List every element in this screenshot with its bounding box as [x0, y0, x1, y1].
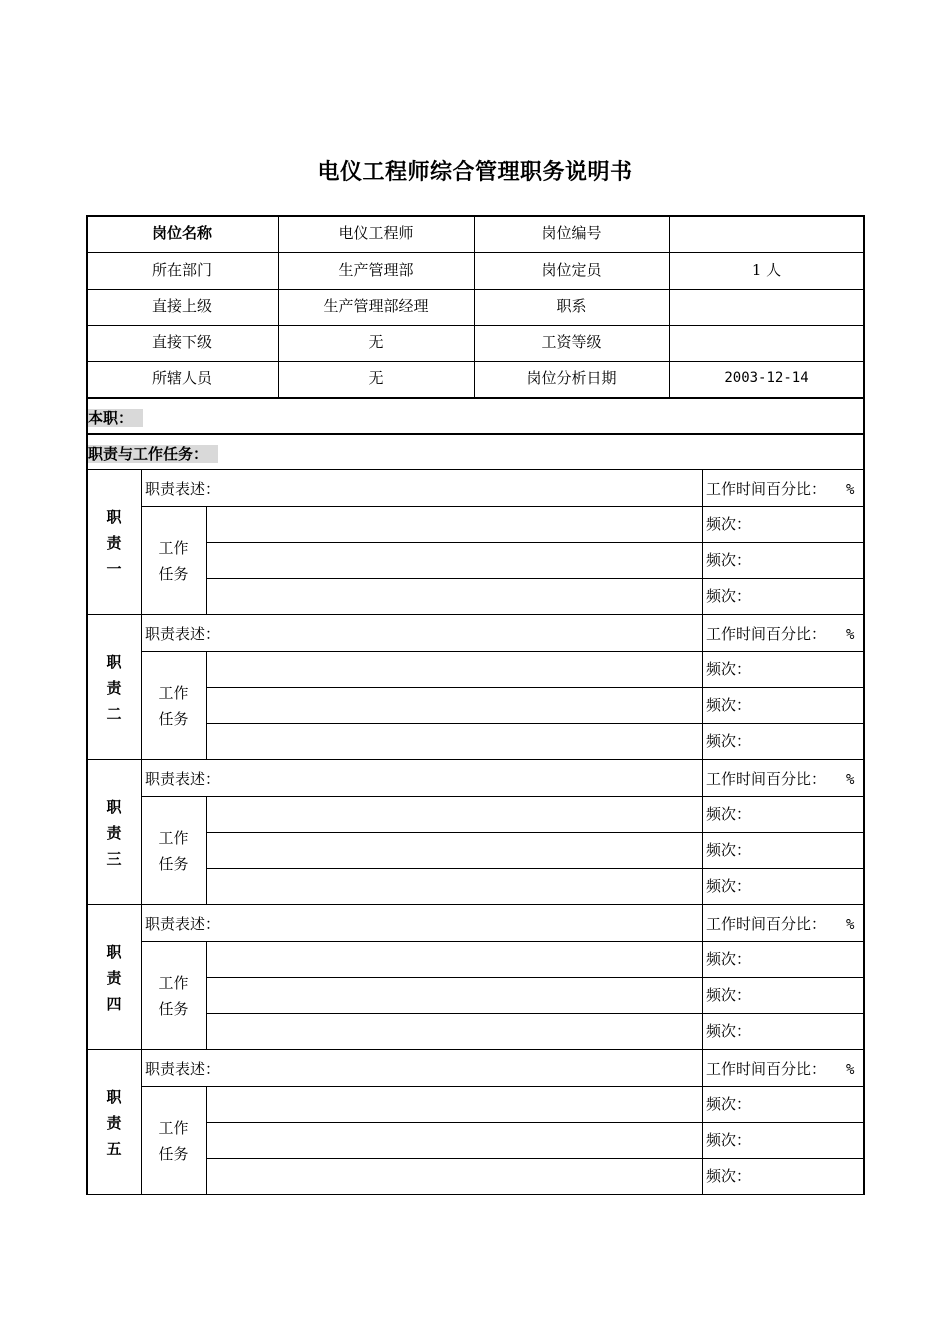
duty-block-bottom [86, 904, 864, 905]
work-task-label: 任务 [158, 565, 189, 583]
time-percent-label: 工作时间百分比： [706, 915, 827, 933]
info-value-cell: 无 [368, 333, 384, 351]
work-task-label: 工作 [158, 1119, 189, 1137]
info-table-bottom-border [86, 397, 864, 399]
section-divider [86, 469, 864, 470]
duty-label-char: 职 [106, 508, 122, 526]
frequency-label: 频次： [706, 696, 752, 714]
info-label-cell: 岗位定员 [541, 261, 602, 279]
task-row-divider [206, 542, 864, 543]
duty-block-label [99, 649, 129, 727]
duty-label-char: 责 [106, 1114, 122, 1132]
work-task-label: 工作 [158, 974, 189, 992]
work-task-label: 工作 [158, 829, 189, 847]
time-percent-label: 工作时间百分比： [706, 770, 827, 788]
duty-description-label: 职责表述： [145, 915, 221, 933]
info-row-divider [86, 289, 864, 290]
info-label-cell: 岗位分析日期 [526, 369, 617, 387]
duty-label-char: 四 [106, 995, 122, 1013]
duty-row-divider [141, 651, 864, 652]
task-label-divider [206, 796, 207, 904]
duty-label-char: 职 [106, 1088, 122, 1106]
info-value-cell: 生产管理部 [338, 261, 414, 279]
task-label-divider [206, 941, 207, 1049]
duty-label-char: 责 [106, 969, 122, 987]
task-row-divider [206, 868, 864, 869]
info-value-cell: 生产管理部经理 [323, 297, 429, 315]
info-label-cell: 所在部门 [151, 261, 212, 279]
duty-row-divider [141, 506, 864, 507]
duty-row-divider [141, 941, 864, 942]
duty-block-label [99, 1084, 129, 1162]
task-row-divider [206, 723, 864, 724]
percent-sign: % [846, 482, 855, 498]
info-label-cell: 岗位名称 [151, 224, 212, 242]
duty-description-label: 职责表述： [145, 770, 221, 788]
work-task-label: 工作 [158, 684, 189, 702]
frequency-label: 频次： [706, 732, 752, 750]
frequency-label: 频次： [706, 515, 752, 533]
table-right-border [863, 215, 865, 1195]
duty-block-bottom [86, 1049, 864, 1050]
duty-section-label: 本职： [88, 409, 143, 427]
work-task-label: 任务 [158, 1000, 189, 1018]
frequency-label: 频次： [706, 1167, 752, 1185]
duty-block-label [99, 939, 129, 1017]
frequency-label: 频次： [706, 1095, 752, 1113]
frequency-label: 频次： [706, 587, 752, 605]
info-row-divider [86, 252, 864, 253]
section-divider [86, 433, 864, 435]
duty-block-bottom [86, 759, 864, 760]
percent-sign: % [846, 772, 855, 788]
duty-label-char: 五 [106, 1140, 122, 1158]
task-row-divider [206, 578, 864, 579]
frequency-column-divider [702, 904, 703, 1049]
task-row-divider [206, 1158, 864, 1159]
task-label-divider [206, 506, 207, 614]
task-row-divider [206, 1122, 864, 1123]
duty-label-char: 责 [106, 534, 122, 552]
duty-label-char: 职 [106, 653, 122, 671]
duty-row-divider [141, 796, 864, 797]
frequency-label: 频次： [706, 660, 752, 678]
frequency-column-divider [702, 1049, 703, 1194]
info-label-cell: 直接上级 [151, 297, 212, 315]
task-label-divider [206, 1086, 207, 1194]
info-label-cell: 所辖人员 [151, 369, 212, 387]
duty-label-char: 职 [106, 798, 122, 816]
task-row-divider [206, 832, 864, 833]
duty-block-label [99, 504, 129, 582]
frequency-label: 频次： [706, 1022, 752, 1040]
frequency-column-divider [702, 469, 703, 614]
table-left-border [86, 215, 88, 1195]
duty-description-label: 职责表述： [145, 480, 221, 498]
duty-label-char: 责 [106, 824, 122, 842]
frequency-label: 频次： [706, 841, 752, 859]
info-row-divider [86, 361, 864, 362]
task-row-divider [206, 1013, 864, 1014]
frequency-label: 频次： [706, 986, 752, 1004]
duty-label-char: 一 [106, 560, 122, 578]
info-label-cell: 工资等级 [541, 333, 602, 351]
duty-row-divider [141, 1086, 864, 1087]
frequency-label: 频次： [706, 950, 752, 968]
duty-label-char: 三 [106, 850, 122, 868]
duty-block-label [99, 794, 129, 872]
frequency-label: 频次： [706, 805, 752, 823]
info-value-cell: 电仪工程师 [338, 224, 414, 242]
time-percent-label: 工作时间百分比： [706, 480, 827, 498]
percent-sign: % [846, 917, 855, 933]
duty-block-bottom [86, 614, 864, 615]
task-label-divider [206, 651, 207, 759]
info-label-cell: 直接下级 [151, 333, 212, 351]
frequency-column-divider [702, 759, 703, 904]
info-value-cell: 无 [368, 369, 384, 387]
info-label-cell: 职系 [556, 297, 587, 315]
duty-label-char: 二 [106, 705, 122, 723]
work-task-label: 任务 [158, 1145, 189, 1163]
info-value-cell: 1 人 [751, 261, 782, 279]
frequency-label: 频次： [706, 877, 752, 895]
time-percent-label: 工作时间百分比： [706, 625, 827, 643]
document-title: 电仪工程师综合管理职务说明书 [317, 160, 633, 185]
task-row-divider [206, 977, 864, 978]
task-row-divider [206, 687, 864, 688]
percent-sign: % [846, 627, 855, 643]
tasks-section-label: 职责与工作任务： [88, 445, 218, 463]
duty-description-label: 职责表述： [145, 1060, 221, 1078]
info-value-cell: 2003-12-14 [724, 370, 809, 386]
table-top-border [86, 215, 864, 217]
info-label-cell: 岗位编号 [541, 224, 602, 242]
time-percent-label: 工作时间百分比： [706, 1060, 827, 1078]
duty-description-label: 职责表述： [145, 625, 221, 643]
work-task-label: 任务 [158, 710, 189, 728]
percent-sign: % [846, 1062, 855, 1078]
duty-label-char: 职 [106, 943, 122, 961]
frequency-label: 频次： [706, 551, 752, 569]
duty-block-bottom [86, 1194, 864, 1195]
frequency-label: 频次： [706, 1131, 752, 1149]
frequency-column-divider [702, 614, 703, 759]
work-task-label: 工作 [158, 539, 189, 557]
duty-label-char: 责 [106, 679, 122, 697]
info-row-divider [86, 325, 864, 326]
work-task-label: 任务 [158, 855, 189, 873]
